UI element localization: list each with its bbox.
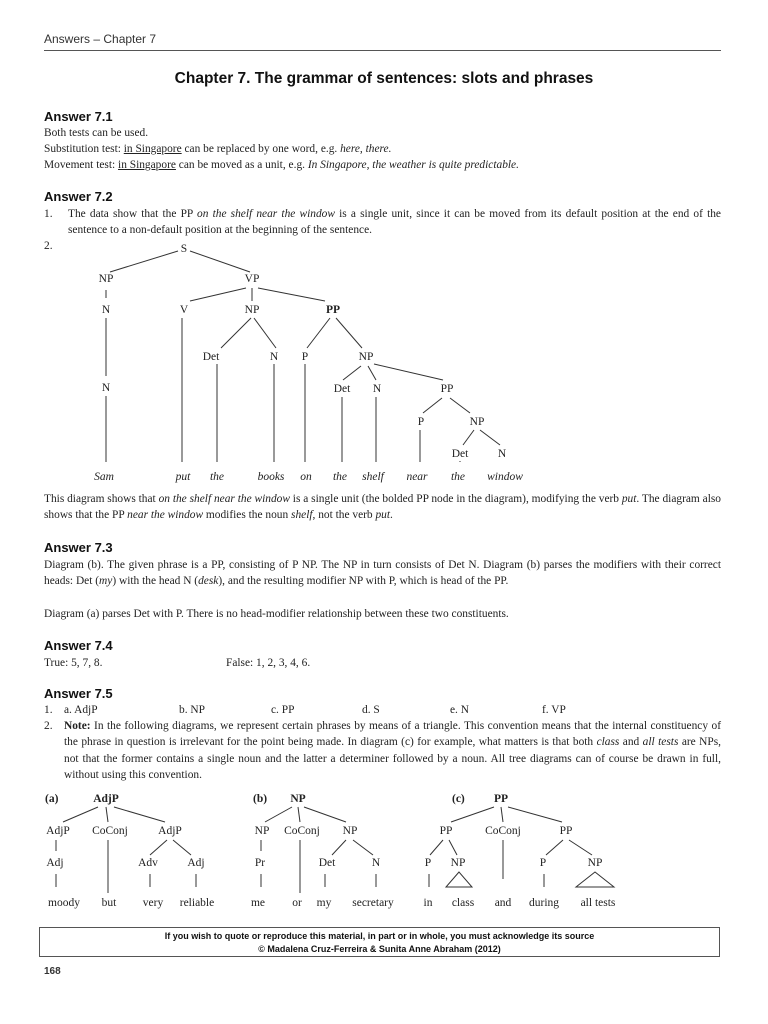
tree-a-coconj: CoConj [92, 825, 128, 837]
answer-7-4-false: False: 1, 2, 3, 4, 6. [226, 657, 311, 669]
sentence-tree-diagram [0, 0, 768, 490]
answer-7-2-explanation: This diagram shows that on the shelf near the window is a single unit (the bolded PP node in the diagram), modifying the verb put. The diagram also shows that the PP near the window modifies the noun shelf, not the verb put. [44, 493, 721, 522]
node-N-books: N [269, 351, 279, 363]
word-the-1: the [209, 471, 225, 483]
word-books: books [257, 471, 285, 483]
tree-a-root: AdjP [93, 793, 119, 805]
word-on: on [300, 471, 312, 483]
answer-7-5-note: Note: In the following diagrams, we represent certain phrases by means of a triangle. This convention means that the internal constituency of the phrase in question is irrelevant for the point being made. In diagram (c) for example, what matters is that both class and all tests are NPs, not that the former contains a single noun and the latter a determiner followed by a noun. All tree diagrams can of course be drawn in full, without using this convention. [64, 720, 721, 781]
running-header: Answers – Chapter 7 [44, 32, 157, 46]
tree-b-np-2: NP [342, 825, 358, 837]
node-P-near: P [417, 416, 425, 428]
tree-c-triangle-2 [576, 872, 614, 887]
tree-a-adv: Adv [138, 857, 158, 869]
word-shelf: shelf [362, 471, 384, 483]
answer-7-5-item1-number: 1. [44, 704, 53, 716]
copyright-line-1: If you wish to quote or reproduce this material, in part or in whole, you must acknowledge its source [164, 931, 595, 941]
tree-a-word-very: very [142, 897, 164, 909]
tree-c-word-in: in [423, 897, 433, 909]
tree-c-np-1: NP [450, 857, 466, 869]
tree-c-word-class: class [451, 897, 475, 909]
answer-7-5-option-d: d. S [362, 704, 380, 716]
node-NP-shelf: NP [358, 351, 374, 363]
answer-7-5-item2-number: 2. [44, 720, 53, 732]
tree-b-word-my: my [316, 897, 332, 909]
tree-b-coconj: CoConj [284, 825, 320, 837]
answer-7-3-paragraph2: Diagram (a) parses Det with P. There is no head-modifier relationship between these two constituents. [44, 608, 509, 620]
node-NP-window: NP [469, 416, 485, 428]
tree-c-word-all-tests: all tests [580, 897, 616, 909]
node-V: V [179, 304, 189, 316]
tree-b-det: Det [318, 857, 336, 869]
node-N-subject: N [101, 304, 111, 316]
copyright-notice [39, 927, 720, 957]
node-P-on: P [301, 351, 309, 363]
answer-7-5-option-b: b. NP [179, 704, 205, 716]
tree-a-word-but: but [101, 897, 117, 909]
answer-7-4-true: True: 5, 7, 8. [44, 657, 103, 669]
node-N-sam: N [101, 382, 111, 394]
answer-7-2-item2-number: 2. [44, 240, 53, 252]
answer-7-5-heading: Answer 7.5 [44, 686, 113, 701]
word-near: near [406, 471, 428, 483]
tree-a [45, 793, 214, 909]
tree-b-word-or: or [292, 897, 302, 909]
node-S: S [180, 243, 188, 255]
tree-c-coconj: CoConj [485, 825, 521, 837]
node-PP-bold: PP [325, 304, 341, 316]
page-number: 168 [44, 966, 61, 977]
node-VP: VP [244, 273, 260, 285]
word-sam: Sam [94, 471, 114, 483]
answer-7-1-heading: Answer 7.1 [44, 109, 113, 124]
node-PP-near: PP [440, 383, 454, 395]
answer-7-2-item1-number: 1. [44, 208, 53, 220]
tree-a-word-moody: moody [48, 897, 80, 909]
tree-c-word-during: during [528, 897, 560, 909]
tree-c-word-and: and [494, 897, 512, 909]
tree-b-pr: Pr [254, 857, 266, 869]
answer-7-3-heading: Answer 7.3 [44, 540, 113, 555]
tree-a-word-reliable: reliable [179, 897, 215, 909]
node-N-shelf: N [372, 383, 382, 395]
word-the-3: the [450, 471, 466, 483]
tree-b-n: N [371, 857, 381, 869]
tree-b-np-1: NP [254, 825, 270, 837]
answer-7-1-movement: Movement test: in Singapore can be moved as a unit, e.g. In Singapore, the weather is quite predictable. [44, 159, 519, 171]
node-Det-2: Det [333, 383, 351, 395]
tree-b-word-secretary: secretary [352, 897, 394, 909]
tree-c-triangle-1 [446, 872, 472, 887]
word-put: put [175, 471, 191, 483]
node-N-window: N [497, 448, 507, 460]
answer-7-2-item1: The data show that the PP on the shelf near the window is a single unit, since it can be moved from its default position at the end of the sentence to a non-default position at the beginning of the sentence. [68, 208, 721, 237]
tree-c-p-2: P [539, 857, 547, 869]
answer-7-5-option-a: a. AdjP [64, 704, 98, 716]
answer-7-5-option-c: c. PP [271, 704, 295, 716]
answer-7-5-trees [0, 785, 768, 915]
word-window: window [487, 471, 523, 483]
word-the-2: the [332, 471, 348, 483]
tree-a-label: (a) [45, 793, 59, 805]
tree-a-adjp-1: AdjP [46, 825, 70, 837]
tree-b-root: NP [290, 793, 306, 805]
answer-7-4-heading: Answer 7.4 [44, 638, 113, 653]
tree-c-pp-1: PP [439, 825, 453, 837]
tree-c-p-1: P [424, 857, 432, 869]
tree-b-label: (b) [253, 793, 268, 805]
tree-c-pp-2: PP [559, 825, 573, 837]
answer-7-5-option-e: e. N [450, 704, 469, 716]
answer-7-3-paragraph1: Diagram (b). The given phrase is a PP, consisting of P NP. The NP in turn consists of Det N. Diagram (b) parses the modifiers with their correct heads: Det (my) with the head N (desk), and the resulting modifier NP with P, which is head of the PP. [44, 559, 721, 588]
tree-c-np-2: NP [587, 857, 603, 869]
chapter-title: Chapter 7. The grammar of sentences: slots and phrases [174, 70, 594, 87]
tree-a-adj-2: Adj [187, 857, 205, 869]
tree-a-adj-1: Adj [46, 857, 64, 869]
answer-7-1-line1: Both tests can be used. [44, 127, 149, 139]
tree-b [251, 793, 394, 909]
copyright-line-2: © Madalena Cruz-Ferreira & Sunita Anne Abraham (2012) [258, 943, 501, 954]
tree-b-word-me: me [250, 897, 266, 909]
node-Det-1: Det [202, 351, 220, 363]
answer-7-5-option-f: f. VP [542, 704, 566, 716]
answer-7-1-substitution: Substitution test: in Singapore can be replaced by one word, e.g. here, there. [44, 143, 392, 155]
answer-7-2-heading: Answer 7.2 [44, 189, 113, 204]
tree-c-root: PP [493, 793, 509, 805]
node-Det-3: Det [451, 448, 469, 460]
node-NP-subject: NP [98, 273, 114, 285]
node-NP-object: NP [244, 304, 260, 316]
tree-a-adjp-2: AdjP [158, 825, 182, 837]
tree-c-label: (c) [452, 793, 465, 805]
tree-c [424, 793, 616, 909]
